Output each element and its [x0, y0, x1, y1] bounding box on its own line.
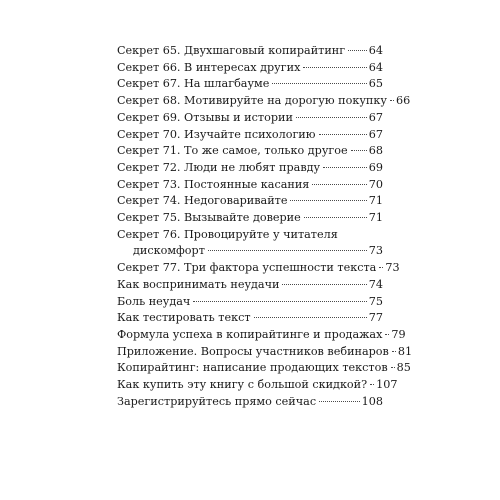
toc-entry-page: 64	[368, 44, 383, 57]
dot-leader	[370, 384, 374, 385]
toc-entry-title: Секрет 72. Люди не любят правду	[117, 160, 321, 174]
dot-leader	[379, 267, 383, 268]
toc-entry-title: Секрет 70. Изучайте психологию	[117, 127, 316, 141]
toc-entry-page: 73	[385, 261, 400, 275]
dot-leader	[319, 134, 367, 135]
toc-entry[interactable]	[117, 377, 398, 394]
toc-entry-title: Секрет 67. На шлагбауме	[117, 77, 270, 91]
toc-entry-title: Копирайтинг: написание продающих текстов	[117, 361, 388, 375]
toc-entry[interactable]	[117, 327, 406, 344]
table-of-contents	[117, 43, 413, 410]
dot-leader	[351, 150, 367, 151]
toc-entry[interactable]	[117, 43, 383, 60]
dot-leader	[272, 83, 366, 84]
toc-entry-title: Формула успеха в копирайтинге и продажах	[117, 327, 383, 341]
toc-entry-title: Секрет 76. Провоцируйте у читателя	[117, 227, 338, 241]
toc-entry[interactable]	[117, 143, 383, 160]
toc-entry-title: Секрет 65. Двухшаговый копирайтинг	[117, 44, 346, 57]
toc-entry[interactable]	[117, 210, 383, 227]
toc-entry-title: Секрет 77. Три фактора успешности текста	[117, 261, 377, 275]
toc-entry[interactable]	[117, 177, 383, 194]
toc-entry-title: Зарегистрируйтесь прямо сейчас	[117, 394, 317, 408]
dot-leader	[290, 200, 366, 201]
dot-leader	[348, 50, 367, 51]
toc-entry-page: 70	[368, 177, 383, 191]
toc-entry[interactable]	[117, 260, 400, 277]
toc-entry-title: Боль неудач	[117, 294, 191, 308]
dot-leader	[303, 67, 366, 68]
toc-entry-title: Секрет 66. В интересах других	[117, 60, 301, 74]
toc-entry[interactable]	[117, 277, 383, 294]
dot-leader	[208, 250, 367, 251]
toc-entry-page: 71	[368, 194, 383, 208]
toc-entry[interactable]	[117, 76, 383, 93]
toc-entry-page: 67	[368, 110, 383, 124]
toc-entry-page: 64	[368, 60, 383, 74]
toc-entry-title: Приложение. Вопросы участников вебинаров	[117, 344, 389, 358]
toc-entry[interactable]	[117, 360, 411, 377]
dot-leader	[390, 100, 394, 101]
toc-entry-title: Как воспринимать неудачи	[117, 277, 280, 291]
toc-entry-title: Как купить эту книгу с большой скидкой?	[117, 378, 368, 392]
dot-leader	[392, 351, 396, 352]
dot-leader	[193, 301, 366, 302]
toc-entry-page: 71	[368, 211, 383, 225]
toc-entry-title: Секрет 69. Отзывы и истории	[117, 110, 293, 124]
toc-entry[interactable]	[117, 127, 383, 144]
toc-entry-page: 69	[368, 160, 383, 174]
dot-leader	[304, 217, 367, 218]
dot-leader	[254, 317, 367, 318]
toc-entry-page: 107	[376, 378, 398, 392]
toc-entry-page: 108	[361, 394, 383, 408]
toc-entry-page: 66	[395, 94, 411, 108]
dot-leader	[319, 401, 360, 402]
toc-entry-page: 85	[396, 361, 411, 375]
dot-leader	[312, 184, 366, 185]
toc-entry-page: 67	[368, 127, 383, 141]
dot-leader	[296, 117, 367, 118]
toc-entry[interactable]	[117, 93, 411, 110]
toc-entry-page: 68	[368, 144, 383, 158]
toc-entry-title: Секрет 73. Постоянные касания	[117, 177, 310, 191]
dot-leader	[391, 367, 395, 368]
toc-entry-title: Секрет 75. Вызывайте доверие	[117, 211, 301, 225]
toc-entry-page: 81	[397, 344, 413, 358]
toc-entry-page: 73	[368, 244, 383, 258]
toc-entry-page: 77	[368, 311, 383, 325]
toc-entry-page: 74	[368, 277, 383, 291]
toc-entry[interactable]	[117, 193, 383, 210]
toc-entry-continuation	[117, 243, 383, 260]
toc-entry-title: Как тестировать текст	[117, 311, 251, 325]
dot-leader	[385, 334, 389, 335]
toc-entry[interactable]	[117, 310, 383, 327]
toc-entry-title-continued: дискомфорт	[133, 244, 205, 258]
toc-entry[interactable]	[117, 294, 383, 311]
toc-entry[interactable]	[117, 227, 383, 260]
dot-leader	[323, 167, 367, 168]
toc-entry[interactable]	[117, 160, 383, 177]
toc-entry-page: 65	[368, 77, 383, 91]
toc-entry[interactable]	[117, 394, 383, 411]
toc-entry[interactable]	[117, 60, 383, 77]
toc-entry-page: 75	[368, 294, 383, 308]
toc-entry-page: 79	[391, 327, 406, 341]
toc-entry[interactable]	[117, 344, 413, 361]
toc-entry-title: Секрет 74. Недоговаривайте	[117, 194, 288, 208]
toc-entry[interactable]	[117, 110, 383, 127]
toc-entry-title: Секрет 68. Мотивируйте на дорогую покупку	[117, 94, 387, 108]
dot-leader	[282, 284, 366, 285]
toc-entry-title: Секрет 71. То же самое, только другое	[117, 144, 348, 158]
